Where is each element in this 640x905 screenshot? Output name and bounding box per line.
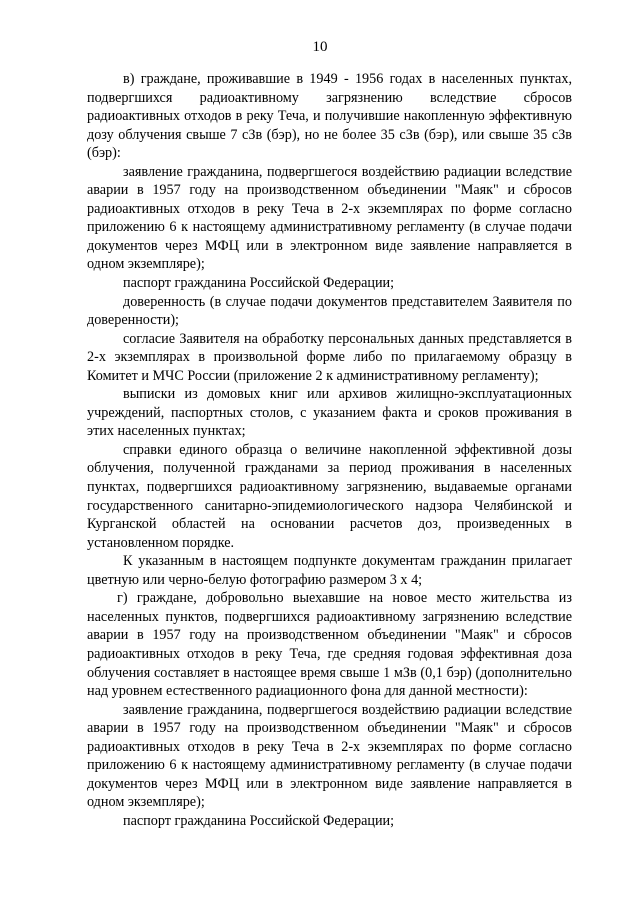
page-number: 10 (312, 39, 328, 55)
document-body (87, 70, 572, 830)
paragraph-passport: паспорт гражданина Российской Федерации; (123, 275, 395, 292)
paragraph-photo-requirement: К указанным в настоящем подпункте документам гражданин прилагает цветную или черно-белую фотографию размером 3 х 4; (87, 553, 572, 588)
paragraph-item-g: г) граждане, добровольно выехавшие на новое место жительства из населенных пунктов, подвергшихся радиоактивному загрязнению вследствие аварии в 1957 году на производственном объединении "Маяк" и сбросов радиоактивных отходов в реку Теча, где средняя годовая эффективная доза облучения составляет в настоящее время свыше 1 мЗв (0,1 бэр) (дополнительно над уровнем естественного радиационного фона для данной местности): (87, 590, 572, 700)
paragraph-item-v: в) граждане, проживавшие в 1949 - 1956 годах в населенных пунктах, подвергшихся радиоактивному загрязнению вследствие сбросов радиоактивных отходов в реку Теча, и получившие накопленную эффективную дозу облучения свыше 7 сЗв (бэр), но не более 35 сЗв (бэр), или свыше 35 сЗв (бэр): (87, 71, 572, 162)
paragraph-passport-2: паспорт гражданина Российской Федерации; (123, 812, 395, 829)
paragraph-house-book-extracts: выписки из домовых книг или архивов жилищно-эксплуатационных учреждений, паспортных столов, с указанием факта и сроков проживания в этих населенных пунктах; (87, 386, 572, 440)
paragraph-power-of-attorney: доверенность (в случае подачи документов представителем Заявителя по доверенности); (87, 293, 572, 329)
paragraph-consent: согласие Заявителя на обработку персональных данных представляется в 2-х экземплярах в произвольной форме либо по прилагаемому образцу в Комитет и МЧС России (приложение 2 к административному регламенту); (87, 330, 572, 384)
paragraph-application-statement-2: заявление гражданина, подвергшегося воздействию радиации вследствие аварии в 1957 году на производственном объединении "Маяк" и сбросов радиоактивных отходов в реку Теча в 2-х экземплярах по форме согласно приложению 6 к настоящему административному регламенту (в случае подачи документов через МФЦ или в электронном виде заявление направляется в одном экземпляре); (87, 701, 572, 811)
paragraph-dose-certificates: справки единого образца о величине накопленной эффективной дозы облучения, полученной гражданами за период проживания в населенных пунктах, подвергшихся радиоактивному загрязнению, выдаваемые органами государственного санитарно-эпидемиологического надзора Челябинской и Курганской областей на основании расчетов доз, произведенных в установленном порядке. (87, 441, 572, 551)
paragraph-application-statement: заявление гражданина, подвергшегося воздействию радиации вследствие аварии в 1957 году на производственном объединении "Маяк" и сбросов радиоактивных отходов в реку Теча в 2-х экземплярах по форме согласно приложению 6 к настоящему административному регламенту (в случае подачи документов через МФЦ или в электронном виде заявление направляется в одном экземпляре); (87, 163, 572, 273)
